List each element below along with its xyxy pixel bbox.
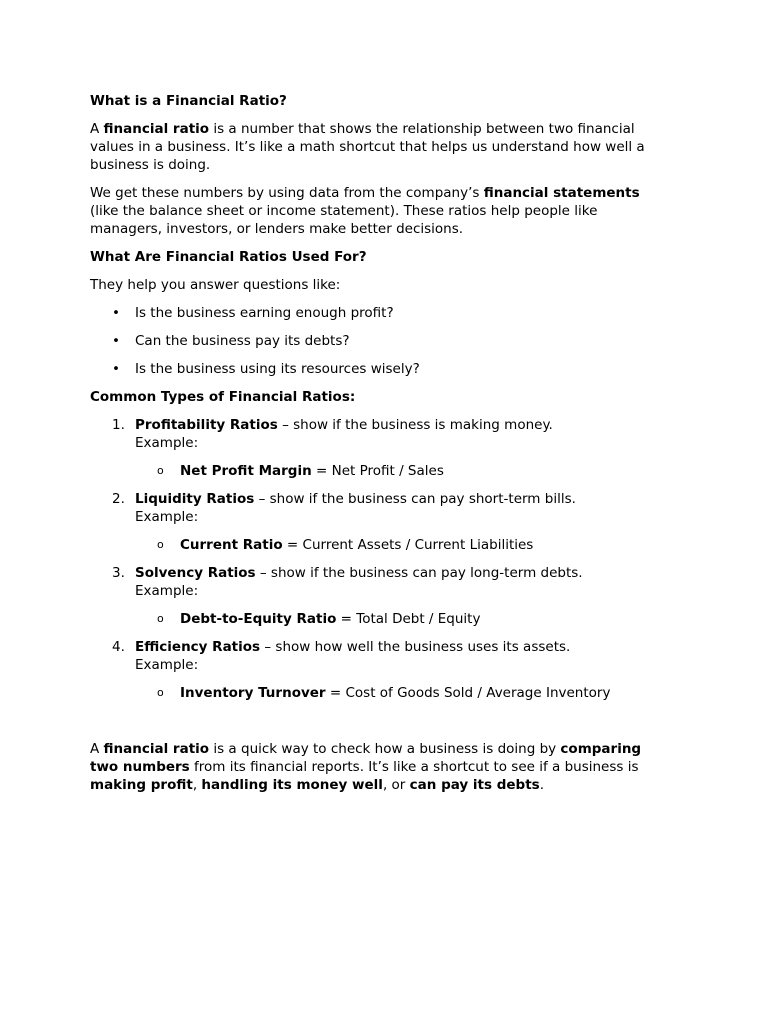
- example-label: Example:: [135, 583, 199, 599]
- bullet-icon: •: [112, 333, 120, 349]
- bold-term: financial ratio: [103, 121, 210, 137]
- list-number: 3.: [112, 565, 125, 581]
- list-item: [90, 304, 670, 322]
- uses-list: [90, 304, 670, 378]
- example-item: [135, 610, 670, 628]
- list-number: 1.: [112, 417, 125, 433]
- bold-term: handling its money well: [201, 777, 383, 793]
- text-run: A: [90, 741, 104, 757]
- text-run: ,: [192, 777, 202, 793]
- intro-paragraph-1: [90, 120, 670, 174]
- list-item-text: Is the business using its resources wisely?: [135, 361, 420, 377]
- bold-term: comparing two numbers: [90, 741, 642, 775]
- summary-paragraph: [90, 740, 670, 794]
- ratio-type-description: – show how well the business uses its assets.: [260, 639, 571, 655]
- example-label: Example:: [135, 657, 199, 673]
- bold-term: financial statements: [483, 185, 640, 201]
- ratio-name: Inventory Turnover: [180, 685, 326, 701]
- example-list: [135, 462, 670, 480]
- ratio-type-item: [90, 638, 670, 702]
- ratio-type-item: [90, 416, 670, 480]
- intro-paragraph-2: [90, 184, 670, 238]
- uses-heading: What Are Financial Ratios Used For?: [90, 249, 367, 265]
- ratio-type-description: – show if the business can pay long-term debts.: [255, 565, 583, 581]
- text-run: We get these numbers by using data from the company’s: [90, 185, 484, 201]
- circle-bullet-icon: o: [157, 538, 164, 551]
- ratio-formula: = Net Profit / Sales: [311, 463, 444, 479]
- text-run: is a number that shows the relationship between two financial values in a business. It’s like a math shortcut that helps us understand how well a business is doing.: [90, 121, 645, 173]
- bullet-icon: •: [112, 305, 120, 321]
- bullet-icon: •: [112, 361, 120, 377]
- circle-bullet-icon: o: [157, 464, 164, 477]
- example-item: [135, 536, 670, 554]
- ratio-name: Net Profit Margin: [180, 463, 312, 479]
- text-run: from its financial reports. It’s like a shortcut to see if a business is: [189, 759, 639, 775]
- ratio-type-description: – show if the business is making money.: [277, 417, 553, 433]
- text-run: A: [90, 121, 104, 137]
- bold-term: financial ratio: [103, 741, 210, 757]
- list-item: [90, 332, 670, 350]
- blank-line: [90, 712, 670, 740]
- example-list: [135, 536, 670, 554]
- text-run: is a quick way to check how a business is doing by: [209, 741, 561, 757]
- list-item: [90, 360, 670, 378]
- ratio-type-item: [90, 564, 670, 628]
- example-list: [135, 610, 670, 628]
- example-label: Example:: [135, 509, 199, 525]
- ratio-formula: = Cost of Goods Sold / Average Inventory: [325, 685, 611, 701]
- circle-bullet-icon: o: [157, 612, 164, 625]
- ratio-type-item: [90, 490, 670, 554]
- document-page: [90, 92, 670, 804]
- example-item: [135, 684, 670, 702]
- uses-lead: They help you answer questions like:: [90, 277, 341, 293]
- example-list: [135, 684, 670, 702]
- example-item: [135, 462, 670, 480]
- example-label: Example:: [135, 435, 199, 451]
- ratio-formula: = Total Debt / Equity: [336, 611, 481, 627]
- ratio-name: Current Ratio: [180, 537, 283, 553]
- circle-bullet-icon: o: [157, 686, 164, 699]
- page-title: What is a Financial Ratio?: [90, 93, 287, 109]
- text-run: , or: [382, 777, 410, 793]
- bold-term: making profit: [90, 777, 193, 793]
- text-run: .: [539, 777, 545, 793]
- ratio-type-name: Liquidity Ratios: [135, 491, 255, 507]
- list-item-text: Can the business pay its debts?: [135, 333, 350, 349]
- ratio-type-description: – show if the business can pay short-term bills.: [254, 491, 576, 507]
- list-number: 4.: [112, 639, 125, 655]
- list-number: 2.: [112, 491, 125, 507]
- types-heading: Common Types of Financial Ratios:: [90, 389, 356, 405]
- ratio-name: Debt-to-Equity Ratio: [180, 611, 337, 627]
- ratio-type-name: Efficiency Ratios: [135, 639, 261, 655]
- bold-term: can pay its debts: [409, 777, 540, 793]
- text-run: (like the balance sheet or income statement). These ratios help people like managers, investors, or lenders make better decisions.: [90, 203, 598, 237]
- list-item-text: Is the business earning enough profit?: [135, 305, 394, 321]
- ratio-formula: = Current Assets / Current Liabilities: [282, 537, 534, 553]
- ratio-type-name: Solvency Ratios: [135, 565, 256, 581]
- ratio-type-name: Profitability Ratios: [135, 417, 278, 433]
- types-list: [90, 416, 670, 702]
